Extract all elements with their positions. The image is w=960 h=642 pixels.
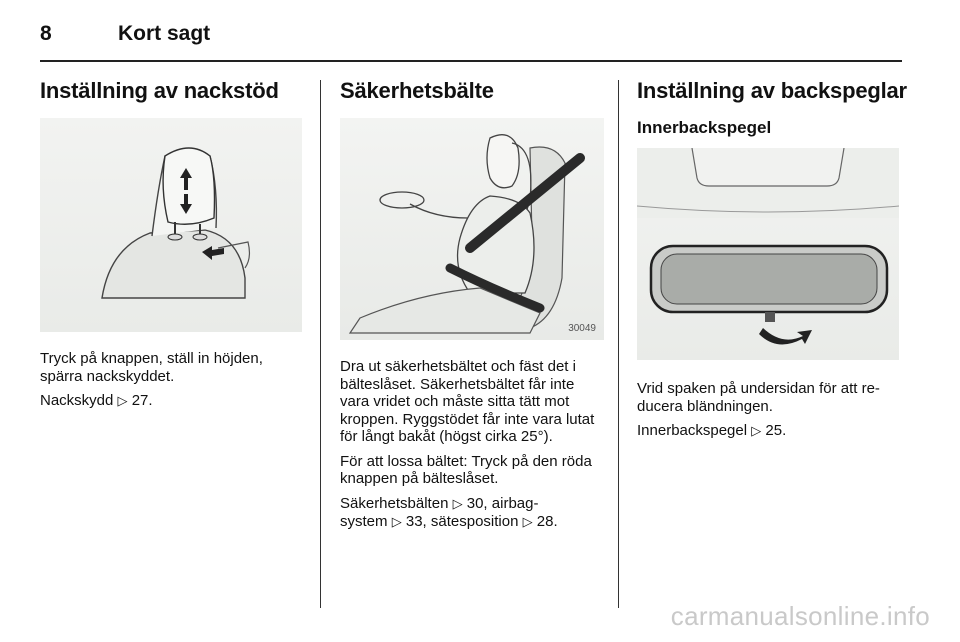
- headrest-instructions: Tryck på knappen, ställ in höjden, spärra nackskyddet.: [40, 350, 263, 385]
- column-seatbelt: [340, 78, 606, 539]
- page-ref-arrow-icon: ▷: [452, 496, 463, 512]
- headrest-reference: [40, 392, 302, 411]
- seatbelt-drawing: [340, 118, 604, 340]
- ref-page: 33, sätesposition: [405, 513, 519, 530]
- page-number: 8: [40, 22, 52, 45]
- mirror-illustration: [637, 148, 899, 360]
- header-rule: [40, 60, 902, 62]
- column-mirrors: [637, 78, 907, 448]
- ref-label: system: [340, 513, 388, 530]
- headrest-illustration: [40, 118, 302, 332]
- ref-page: 27.: [131, 392, 153, 409]
- section-title-headrest: Inställning av nackstöd: [40, 78, 279, 103]
- seatbelt-references: [340, 495, 606, 532]
- ref-page: 25.: [765, 422, 787, 439]
- ref-label: Säkerhetsbälten: [340, 494, 449, 512]
- column-divider-1: [320, 80, 321, 608]
- section-subtitle-inner-mirror: Innerbackspegel: [637, 118, 772, 137]
- section-title-seatbelt: Säkerhetsbälte: [340, 78, 494, 103]
- page-ref-arrow-icon: ▷: [522, 515, 533, 530]
- seatbelt-instructions: Dra ut säkerhetsbältet och fäst det i bälteslåset. Säkerhetsbältet får inte vara vridet och måste sitta tätt mot kroppen. Ryggstödet får inte vara lutat för långt bakåt (högst cirka 25°).: [340, 358, 595, 445]
- chapter-title: Kort sagt: [118, 22, 211, 45]
- ref-page: 28.: [536, 513, 558, 530]
- seatbelt-release-text: För att lossa bältet: Tryck på den röda knappen på bälteslåset.: [340, 452, 592, 487]
- headrest-text: [40, 350, 302, 411]
- mirror-text: [637, 380, 901, 441]
- watermark: carmanualsonline.info: [670, 601, 930, 631]
- section-title-mirrors: Inställning av backspeglar: [637, 78, 907, 103]
- headrest-drawing: [40, 118, 302, 332]
- page-ref-arrow-icon: ▷: [391, 515, 402, 530]
- seatbelt-illustration: [340, 118, 604, 340]
- figure-code: 30049: [568, 323, 596, 334]
- column-headrest: [40, 78, 302, 418]
- mirror-reference: [637, 422, 901, 441]
- ref-label: Nackskydd: [40, 392, 114, 409]
- page-header: [40, 14, 900, 62]
- mirror-drawing: [637, 148, 899, 360]
- page-ref-arrow-icon: ▷: [117, 394, 128, 409]
- ref-page: 30, airbag-: [466, 494, 539, 512]
- page-ref-arrow-icon: ▷: [751, 424, 762, 439]
- mirror-instructions: Vrid spaken på undersidan för att re-ducera bländningen.: [637, 380, 880, 415]
- seatbelt-text: [340, 358, 606, 532]
- column-divider-2: [618, 80, 619, 608]
- ref-label: Innerbackspegel: [637, 422, 748, 439]
